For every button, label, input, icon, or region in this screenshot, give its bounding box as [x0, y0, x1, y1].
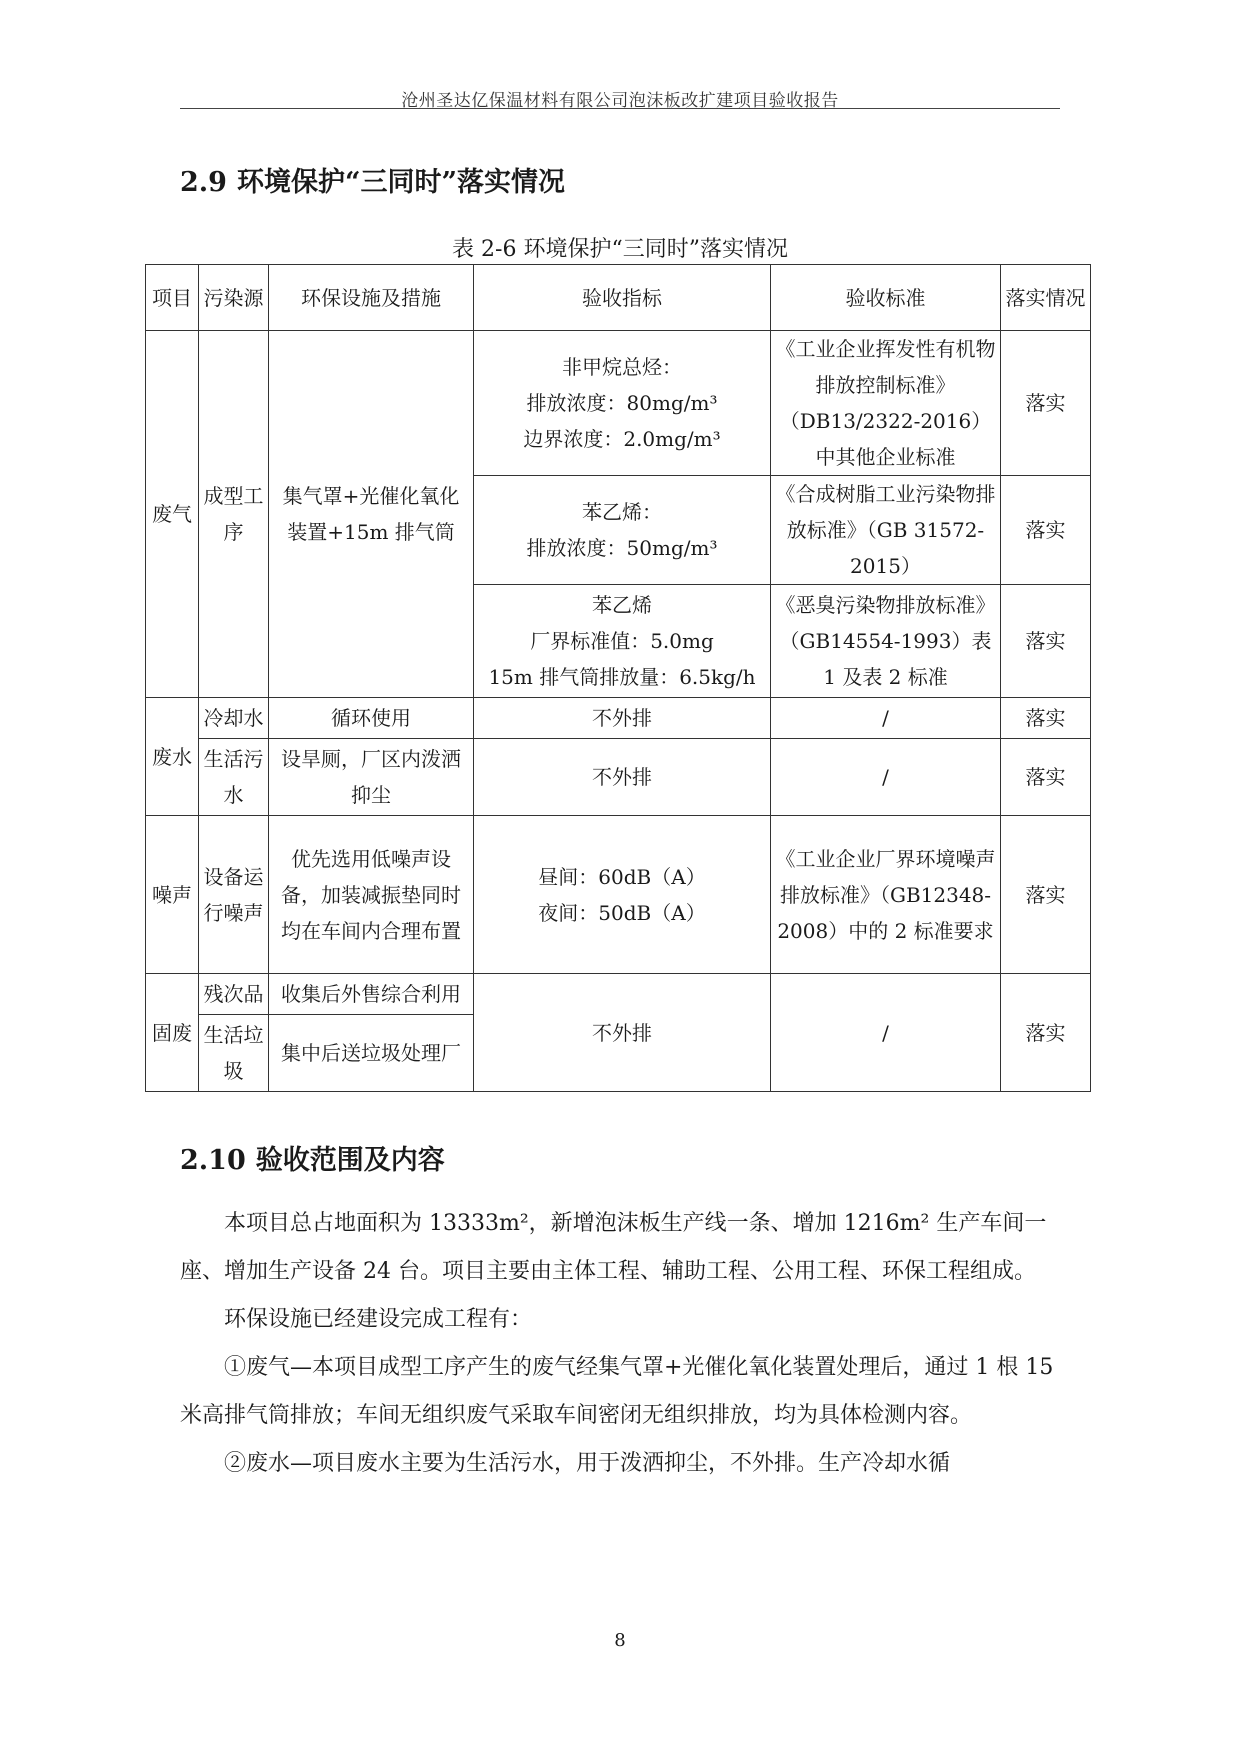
status-cell: 落实: [1001, 974, 1091, 1092]
section-heading-2-9: [180, 160, 565, 199]
category-cell: 固废: [146, 974, 199, 1092]
source-cell: 冷却水: [199, 698, 269, 739]
indicator-line: 苯乙烯: [592, 593, 652, 617]
header-cell: 验收指标: [474, 265, 771, 331]
source-cell: 残次品: [199, 974, 269, 1015]
indicator-cell: 不外排: [474, 739, 771, 816]
table-caption: 表 2-6 环境保护“三同时”落实情况: [452, 237, 788, 262]
status-cell: 落实: [1001, 331, 1091, 476]
standard-cell: /: [771, 974, 1001, 1092]
header-cell: 落实情况: [1001, 265, 1091, 331]
standard-cell: 《恶臭污染物排放标准》（GB14554-1993）表 1 及表 2 标准: [771, 585, 1001, 698]
status-cell: 落实: [1001, 698, 1091, 739]
measure-cell: 收集后外售综合利用: [269, 974, 474, 1015]
measure-cell: 集气罩+光催化氧化装置+15m 排气筒: [269, 331, 474, 698]
indicator-line: 非甲烷总烃：: [562, 355, 682, 379]
measure-cell: 优先选用低噪声设备，加装减振垫同时均在车间内合理布置: [269, 816, 474, 974]
table-row: [146, 816, 1091, 974]
section-title: 环境保护“三同时”落实情况: [236, 167, 566, 198]
indicator-cell: [474, 585, 771, 698]
header-cell: 污染源: [199, 265, 269, 331]
measure-cell: 循环使用: [269, 698, 474, 739]
three-simultaneous-table: [145, 264, 1091, 1092]
source-cell: 设备运行噪声: [199, 816, 269, 974]
indicator-cell: 不外排: [474, 974, 771, 1092]
indicator-line: 排放浓度：80mg/m³: [526, 391, 718, 415]
paragraph: ①废气—本项目成型工序产生的废气经集气罩+光催化氧化装置处理后，通过 1 根 15 米高排气筒排放；车间无组织废气采取车间密闭无组织排放，均为具体检测内容。: [180, 1355, 1054, 1428]
indicator-cell: 不外排: [474, 698, 771, 739]
table-row: [146, 698, 1091, 739]
table-row: [146, 739, 1091, 816]
page-number: 8: [614, 1630, 626, 1651]
status-cell: 落实: [1001, 816, 1091, 974]
indicator-line: 昼间：60dB（A）: [538, 864, 706, 889]
page-header: 沧州圣达亿保温材料有限公司泡沫板改扩建项目验收报告: [401, 91, 839, 111]
header-cell: 项目: [146, 265, 199, 331]
status-cell: 落实: [1001, 476, 1091, 585]
indicator-line: 厂界标准值：5.0mg: [530, 629, 714, 653]
status-cell: 落实: [1001, 585, 1091, 698]
source-cell: 生活污水: [199, 739, 269, 816]
table-row: [146, 331, 1091, 476]
section-title: 验收范围及内容: [255, 1145, 445, 1176]
source-cell: 生活垃圾: [199, 1015, 269, 1092]
indicator-cell: [474, 816, 771, 974]
paragraph: 本项目总占地面积为 13333m²，新增泡沫板生产线一条、增加 1216m² 生产车间一座、增加生产设备 24 台。项目主要由主体工程、辅助工程、公用工程、环保工程组成。: [180, 1211, 1047, 1284]
measure-cell: 集中后送垃圾处理厂: [269, 1015, 474, 1092]
status-cell: 落实: [1001, 739, 1091, 816]
paragraph: ②废水—项目废水主要为生活污水，用于泼洒抑尘，不外排。生产冷却水循: [224, 1451, 951, 1476]
category-cell: 废气: [146, 331, 199, 698]
indicator-line: 15m 排气筒排放量：6.5kg/h: [488, 665, 756, 689]
category-cell: 噪声: [146, 816, 199, 974]
indicator-line: 夜间：50dB（A）: [538, 900, 706, 925]
header-cell: 验收标准: [771, 265, 1001, 331]
section-number: 2.9: [180, 167, 227, 198]
table-row: [146, 974, 1091, 1015]
standard-cell: 《工业企业厂界环境噪声排放标准》（GB12348-2008）中的 2 标准要求: [771, 816, 1001, 974]
section-number: 2.10: [180, 1145, 246, 1176]
section-heading-2-10: [180, 1138, 445, 1177]
indicator-line: 排放浓度：50mg/m³: [526, 536, 718, 560]
body-text: [180, 1200, 1060, 1488]
indicator-line: 苯乙烯：: [582, 500, 662, 524]
measure-cell: 设旱厕，厂区内泼洒抑尘: [269, 739, 474, 816]
standard-cell: /: [771, 698, 1001, 739]
category-cell: 废水: [146, 698, 199, 816]
indicator-cell: [474, 331, 771, 476]
source-cell: 成型工序: [199, 331, 269, 698]
indicator-line: 边界浓度：2.0mg/m³: [523, 427, 721, 451]
header-cell: 环保设施及措施: [269, 265, 474, 331]
standard-cell: /: [771, 739, 1001, 816]
table-header-row: [146, 265, 1091, 331]
paragraph: 环保设施已经建设完成工程有：: [224, 1307, 533, 1332]
indicator-cell: [474, 476, 771, 585]
standard-cell: 《工业企业挥发性有机物排放控制标准》（DB13/2322-2016）中其他企业标准: [771, 331, 1001, 476]
standard-cell: 《合成树脂工业污染物排放标准》（GB 31572-2015）: [771, 476, 1001, 585]
header-rule: [180, 108, 1060, 109]
